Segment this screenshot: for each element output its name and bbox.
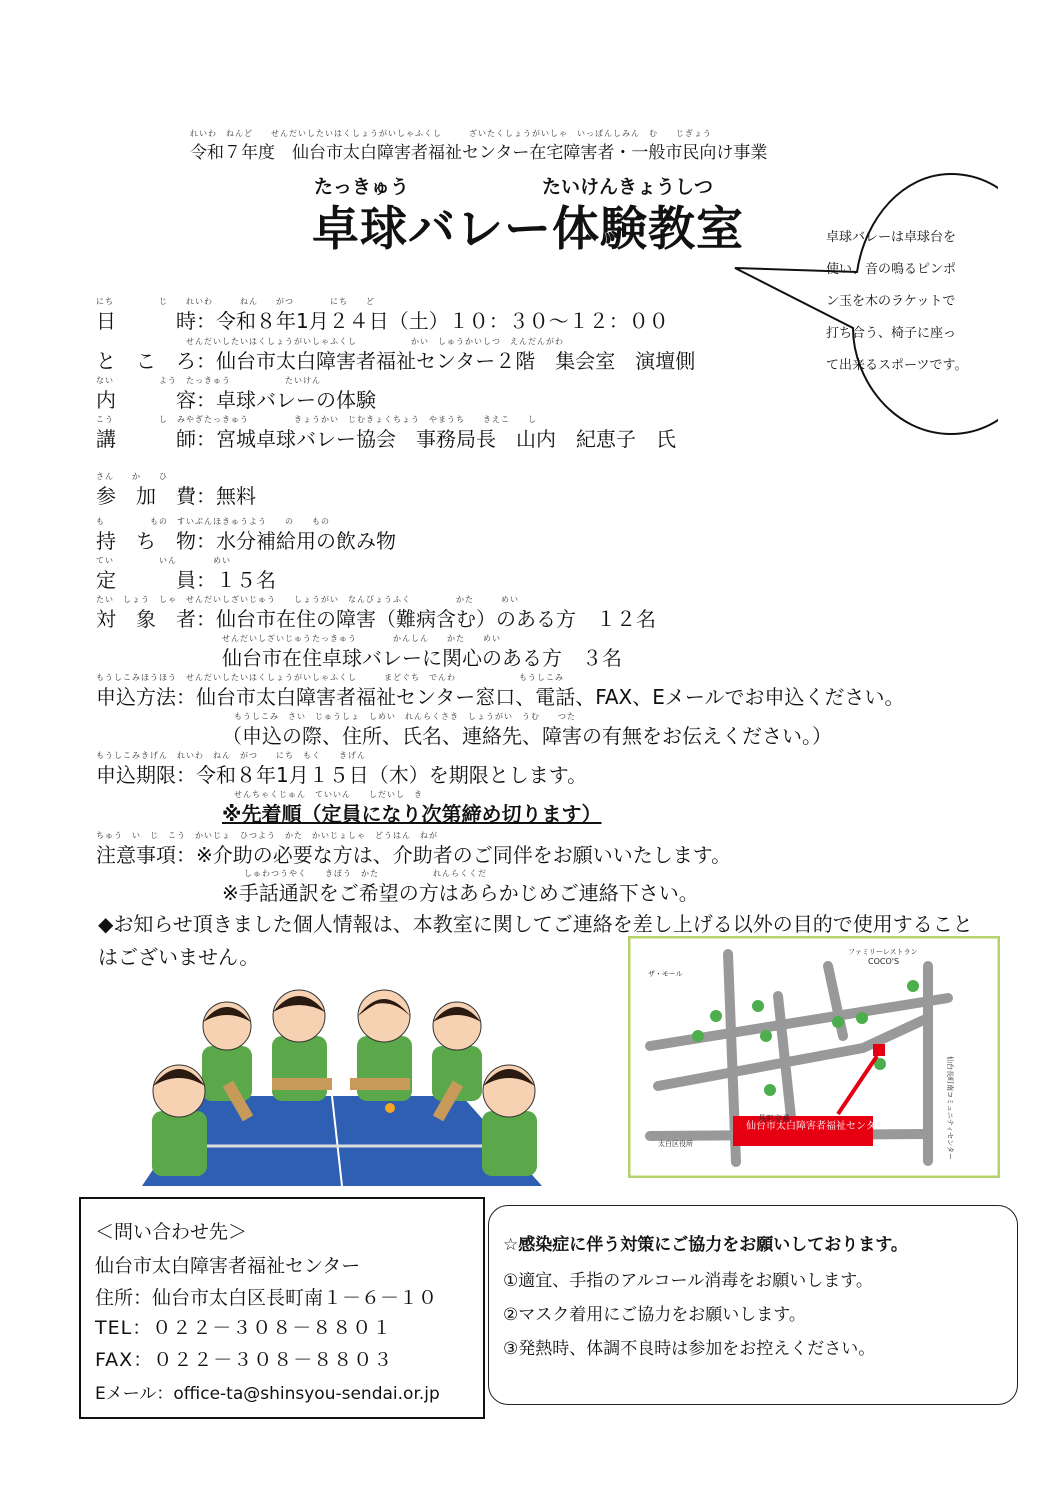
detail-row-target: 対 象 者：仙台市在住の障害（難病含む）のある方 １２名 — [96, 607, 656, 631]
detail-ruby-deadline: もうしこみきげん れいわ ねん がつ にち もく きげん — [96, 751, 366, 760]
detail-row-capacity: 定 員：１５名 — [96, 568, 276, 592]
detail-row-belongings: 持 ち 物：水分補給用の飲み物 — [96, 529, 396, 553]
detail-ruby-fee: さん か ひ — [96, 472, 168, 481]
contact-email[interactable]: Eメール：office-ta@shinsyou-sendai.or.jp — [95, 1384, 440, 1404]
detail-row-content: 内 容：卓球バレーの体験 — [96, 388, 376, 412]
detail-row-instructor: 講 師：宮城卓球バレー協会 事務局長 山内 紀恵子 氏 — [96, 427, 676, 451]
sign-language-ruby: しゅわつうやく きぼう かた れんらくくだ — [244, 869, 487, 878]
detail-ruby-belongings: も もの すいぶんほきゅうよう の もの — [96, 517, 330, 526]
map-label-community: 仙台長町南コミュニティセンター — [946, 1056, 954, 1161]
map-center-label: 仙台市太白障害者福祉センター — [746, 1121, 886, 1132]
detail-row-notes: 注意事項：※介助の必要な方は、介助者のご同伴をお願いいたします。 — [96, 843, 732, 867]
detail-ruby-place: せんだいしたいはくしょうがいしゃふくし かい しゅうかいしつ えんだんがわ — [96, 337, 564, 346]
map-label-mall: ザ・モール — [648, 970, 683, 978]
detail-row-deadline: 申込期限：令和８年1月１５日（木）を期限とします。 — [96, 763, 588, 787]
apply-note-ruby: もうしこみ さい じゅうしょ しめい れんらくさき しょうがい うむ つた — [234, 712, 576, 721]
covid-item-1: ①適宜、手指のアルコール消毒をお願いします。 — [503, 1271, 873, 1291]
map-label-coco: COCO'S — [868, 957, 900, 966]
table-volleyball-illustration — [132, 986, 552, 1196]
privacy-notice: ◆お知らせ頂きました個人情報は、本教室に関してご連絡を差し上げる以外の目的で使用することはございません。 — [98, 912, 973, 969]
covid-item-2: ②マスク着用にご協力をお願いします。 — [503, 1305, 806, 1325]
header-ruby: れいわ ねんど せんだいしたいはくしょうがいしゃふくし ざいたくしょうがいしゃ いっぱんしみん む じぎょう — [190, 129, 712, 138]
apply-note: （申込の際、住所、氏名、連絡先、障害の有無をお伝えください。） — [222, 724, 832, 748]
covid-heading: ☆感染症に伴う対策にご協力をお願いしております。 — [503, 1235, 908, 1255]
covid-item-3: ③発熱時、体調不良時は参加をお控えください。 — [503, 1339, 876, 1359]
contact-address: 住所：仙台市太白区長町南１－６－１０ — [95, 1287, 438, 1309]
contact-box — [79, 1197, 485, 1419]
balloon-text: 卓球バレーは卓球台を使い、音の鳴るピンポン玉を木のラケットで打ち合う、椅子に座って出来るスポーツです。 — [826, 230, 968, 373]
detail-ruby-instructor: こう し みやぎたっきゅう きょうかい じむきょくちょう やまうち きえこ し — [96, 415, 537, 424]
detail-ruby-capacity: てい いん めい — [96, 556, 231, 565]
first-come-ruby: せんちゃくじゅん ていいん しだいし き — [234, 790, 423, 799]
map-label-family: ファミリーレストラン — [848, 948, 918, 956]
contact-fax: FAX：０２２－３０８－８８０３ — [95, 1349, 394, 1371]
detail-row-apply: 申込方法：仙台市太白障害者福祉センター窓口、電話、FAX、Eメールでお申込ください。 — [96, 685, 905, 709]
sign-language-note: ※手話通訳をご希望の方はあらかじめご連絡下さい。 — [222, 881, 699, 905]
detail-ruby-target: たい しょう しゃ せんだいしざいじゅう しょうがい なんびょうふく かた めい — [96, 595, 519, 604]
map-label-police: 長町交番 — [758, 1114, 790, 1123]
header-line: 令和７年度 仙台市太白障害者福祉センター在宅障害者・一般市民向け事業 — [190, 143, 768, 163]
first-come-note: ※先着順（定員になり次第締め切ります） — [222, 802, 602, 826]
detail-ruby-content: ない よう たっきゅう たいけん — [96, 376, 321, 385]
access-map — [628, 936, 1000, 1178]
target-line-2: 仙台市在住卓球バレーに関心のある方 ３名 — [222, 646, 622, 670]
detail-row-fee: 参 加 費：無料 — [96, 484, 256, 508]
contact-org: 仙台市太白障害者福祉センター — [95, 1255, 361, 1277]
detail-row-place: と こ ろ：仙台市太白障害者福祉センター２階 集会室 演壇側 — [96, 349, 696, 373]
detail-row-date: 日 時：令和８年1月２４日（土）１０：３０～１２：００ — [96, 309, 669, 333]
infection-measures-box — [488, 1205, 1018, 1405]
detail-ruby-date: にち じ れいわ ねん がつ にち ど — [96, 297, 375, 306]
page-title: 卓球バレー体験教室 — [312, 202, 744, 257]
detail-ruby-notes: ちゅう い じ こう かいじょ ひつよう かた かいじょしゃ どうはん ねが — [96, 831, 438, 840]
detail-ruby-apply: もうしこみほうほう せんだいしたいはくしょうがいしゃふくし まどぐち でんわ もうしこみ — [96, 673, 564, 682]
map-label-ward: 太白区役所 — [658, 1140, 693, 1148]
contact-tel: TEL：０２２－３０８－８８０１ — [95, 1317, 393, 1339]
target-line-2-ruby: せんだいしざいじゅうたっきゅう かんしん かた めい — [222, 634, 501, 643]
title-ruby: たっきゅう たいけんきょうしつ — [314, 176, 714, 198]
contact-heading: ＜問い合わせ先＞ — [95, 1221, 248, 1243]
